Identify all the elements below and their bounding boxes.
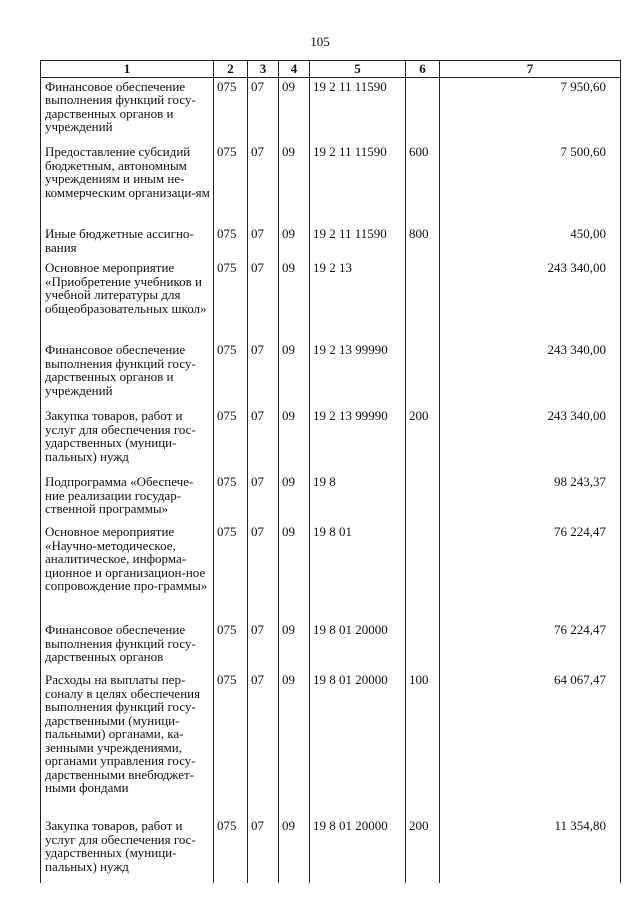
- row-value-cell-4: 09: [279, 259, 310, 341]
- row-value-cell-5: 19 2 13: [310, 259, 406, 341]
- table-row: [41, 341, 621, 407]
- row-name-cell: Иные бюджетные ассигно-вания: [41, 225, 214, 259]
- row-value-cell-7: 98 243,37: [440, 473, 621, 523]
- row-value-cell-7: 243 340,00: [440, 341, 621, 407]
- row-value-cell-2: 075: [214, 225, 248, 259]
- row-value-cell-3: 07: [248, 473, 279, 523]
- row-value-cell-5: 19 8 01 20000: [310, 621, 406, 671]
- row-value-cell-7: 7 500,60: [440, 143, 621, 225]
- row-value-cell-6: [406, 259, 440, 341]
- row-value-cell-6: [406, 473, 440, 523]
- table-row: [41, 621, 621, 671]
- row-value-cell-5: 19 2 13 99990: [310, 407, 406, 473]
- row-name-cell: Финансовое обеспечение выполнения функций госу-дарственных органов и учреждений: [41, 341, 214, 407]
- table-header-row: [41, 61, 621, 78]
- row-value-cell-6: 600: [406, 143, 440, 225]
- table-row: [41, 473, 621, 523]
- row-name-cell: Финансовое обеспечение выполнения функций госу-дарственных органов: [41, 621, 214, 671]
- row-value-cell-4: 09: [279, 621, 310, 671]
- row-value-cell-3: 07: [248, 671, 279, 817]
- row-value-cell-4: 09: [279, 225, 310, 259]
- page-number: 105: [310, 34, 330, 49]
- row-value-cell-2: 075: [214, 259, 248, 341]
- row-value-cell-6: [406, 77, 440, 143]
- row-name-cell: Финансовое обеспечение выполнения функций госу-дарственных органов и учреждений: [41, 77, 214, 143]
- row-name-cell: Расходы на выплаты пер-соналу в целях обеспечения выполнения функций госу-дарственными (муници-пальными) органами, ка-зенными учреждениями, органами управления госу-дарственными внебюджет-ными фондами: [41, 671, 214, 817]
- column-header-1: 1: [41, 61, 214, 78]
- row-value-cell-6: 100: [406, 671, 440, 817]
- row-value-cell-6: [406, 341, 440, 407]
- row-value-cell-5: 19 8 01 20000: [310, 817, 406, 883]
- table-row: [41, 225, 621, 259]
- row-name-cell: Закупка товаров, работ и услуг для обеспечения гос-ударственных (муници-пальных) нужд: [41, 817, 214, 883]
- row-name-cell: Основное мероприятие «Приобретение учебников и учебной литературы для общеобразовательных школ»: [41, 259, 214, 341]
- row-value-cell-7: 243 340,00: [440, 259, 621, 341]
- row-value-cell-4: 09: [279, 77, 310, 143]
- table-row: [41, 259, 621, 341]
- row-value-cell-2: 075: [214, 341, 248, 407]
- table-row: [41, 671, 621, 817]
- row-value-cell-4: 09: [279, 523, 310, 621]
- table-row: [41, 77, 621, 143]
- column-header-3: 3: [248, 61, 279, 78]
- row-value-cell-2: 075: [214, 523, 248, 621]
- row-value-cell-7: 7 950,60: [440, 77, 621, 143]
- row-value-cell-5: 19 8 01 20000: [310, 671, 406, 817]
- row-value-cell-3: 07: [248, 225, 279, 259]
- table-row: [41, 407, 621, 473]
- table-row: [41, 817, 621, 883]
- row-value-cell-3: 07: [248, 523, 279, 621]
- budget-table: [40, 60, 621, 883]
- row-name-cell: Закупка товаров, работ и услуг для обеспечения гос-ударственных (муници-пальных) нужд: [41, 407, 214, 473]
- row-value-cell-3: 07: [248, 817, 279, 883]
- row-value-cell-3: 07: [248, 341, 279, 407]
- row-value-cell-2: 075: [214, 817, 248, 883]
- row-value-cell-2: 075: [214, 143, 248, 225]
- column-header-7: 7: [440, 61, 621, 78]
- row-value-cell-7: 11 354,80: [440, 817, 621, 883]
- row-value-cell-4: 09: [279, 671, 310, 817]
- row-value-cell-3: 07: [248, 407, 279, 473]
- row-value-cell-5: 19 2 11 11590: [310, 143, 406, 225]
- table-row: [41, 523, 621, 621]
- row-value-cell-7: 450,00: [440, 225, 621, 259]
- row-value-cell-4: 09: [279, 341, 310, 407]
- row-name-cell: Основное мероприятие «Научно-методическое, аналитическое, информа-ционное и организацион-ное сопровождение про-граммы»: [41, 523, 214, 621]
- row-value-cell-2: 075: [214, 621, 248, 671]
- row-value-cell-7: 243 340,00: [440, 407, 621, 473]
- row-value-cell-2: 075: [214, 671, 248, 817]
- row-value-cell-4: 09: [279, 473, 310, 523]
- row-name-cell: Подпрограмма «Обеспече-ние реализации государ-ственной программы»: [41, 473, 214, 523]
- row-value-cell-2: 075: [214, 473, 248, 523]
- row-value-cell-2: 075: [214, 407, 248, 473]
- column-header-5: 5: [310, 61, 406, 78]
- row-value-cell-5: 19 2 13 99990: [310, 341, 406, 407]
- row-value-cell-6: 200: [406, 407, 440, 473]
- row-value-cell-7: 76 224,47: [440, 621, 621, 671]
- row-value-cell-5: 19 2 11 11590: [310, 77, 406, 143]
- row-value-cell-3: 07: [248, 143, 279, 225]
- table-row: [41, 143, 621, 225]
- row-value-cell-4: 09: [279, 143, 310, 225]
- column-header-6: 6: [406, 61, 440, 78]
- row-value-cell-3: 07: [248, 259, 279, 341]
- row-value-cell-3: 07: [248, 77, 279, 143]
- row-value-cell-3: 07: [248, 621, 279, 671]
- column-header-4: 4: [279, 61, 310, 78]
- row-value-cell-6: [406, 523, 440, 621]
- row-value-cell-7: 64 067,47: [440, 671, 621, 817]
- row-value-cell-5: 19 2 11 11590: [310, 225, 406, 259]
- row-name-cell: Предоставление субсидий бюджетным, автономным учреждениям и иным не-коммерческим организаци-ям: [41, 143, 214, 225]
- row-value-cell-2: 075: [214, 77, 248, 143]
- column-header-2: 2: [214, 61, 248, 78]
- row-value-cell-6: [406, 621, 440, 671]
- row-value-cell-5: 19 8 01: [310, 523, 406, 621]
- row-value-cell-6: 800: [406, 225, 440, 259]
- row-value-cell-7: 76 224,47: [440, 523, 621, 621]
- row-value-cell-6: 200: [406, 817, 440, 883]
- row-value-cell-4: 09: [279, 817, 310, 883]
- row-value-cell-5: 19 8: [310, 473, 406, 523]
- row-value-cell-4: 09: [279, 407, 310, 473]
